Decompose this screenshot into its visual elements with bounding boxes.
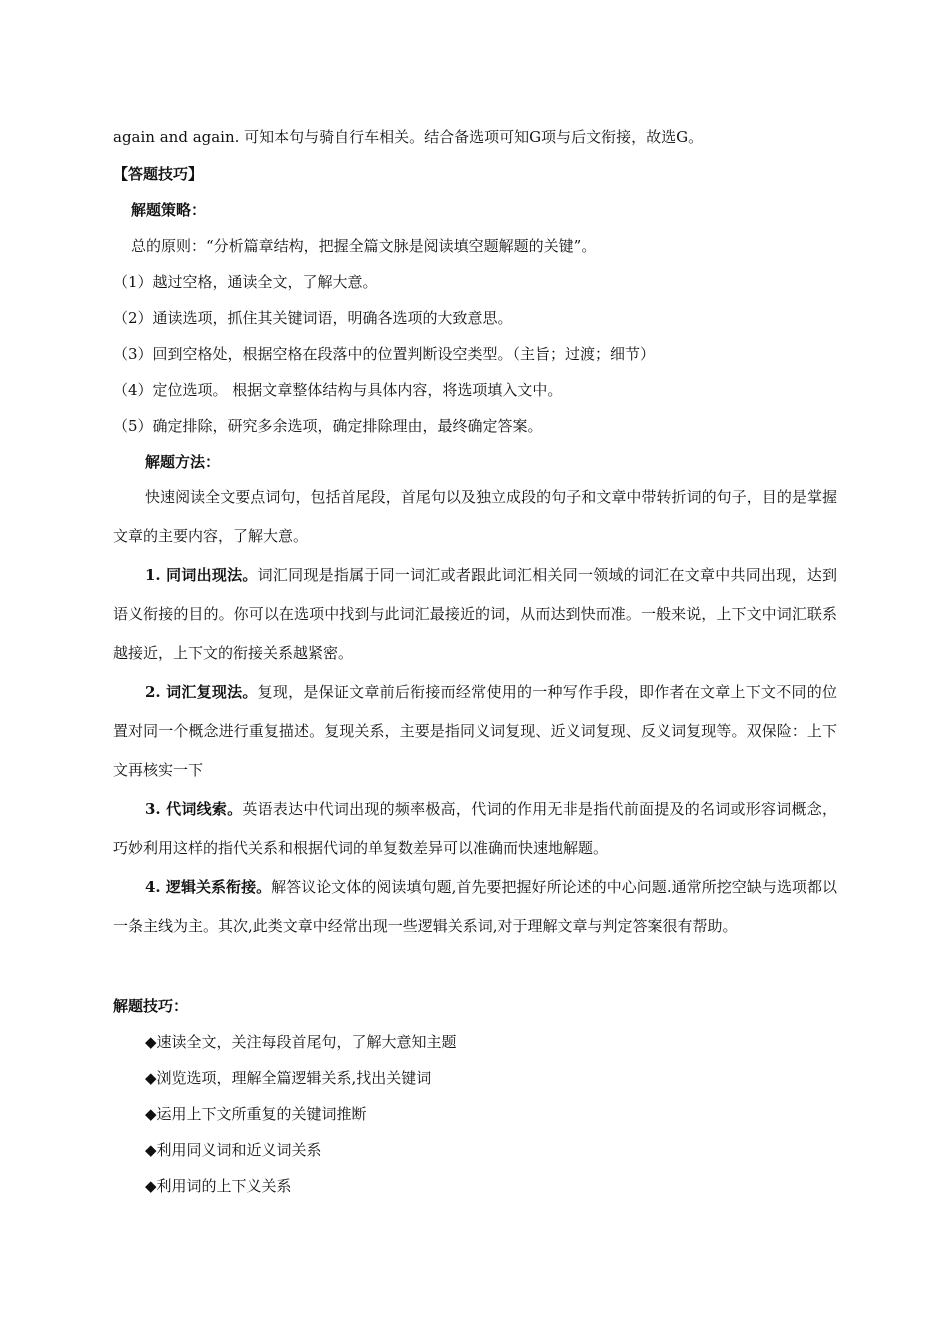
method-intro: 快速阅读全文要点词句，包括首尾段，首尾句以及独立成段的句子和文章中带转折词的句子，目的是掌握文章的主要内容，了解大意。 [113,488,837,545]
strategy-title: 解题策略： [131,201,207,219]
step-item: （5）确定排除，研究多余选项，确定排除理由，最终确定答案。 [113,417,543,435]
method-text: 复现，是保证文章前后衔接而经常使用的一种写作手段，即作者在文章上下文不同的位置对同一个概念进行重复描述。复现关系，主要是指同义词复现、近义词复现、反义词复现等。双保险：上下文再核实一下 [113,683,837,779]
tip-item: ◆利用同义词和近义词关系 [145,1141,322,1159]
tip-item: ◆运用上下文所重复的关键词推断 [145,1105,367,1123]
method-text: 词汇同现是指属于同一词汇或者跟此词汇相关同一领域的词汇在文章中共同出现，达到语义衔接的目的。你可以在选项中找到与此词汇最接近的词，从而达到快而准。一般来说，上下文中词汇联系越接近，上下文的衔接关系越紧密。 [113,566,837,662]
step-item: （1）越过空格，通读全文，了解大意。 [113,273,378,291]
method-lead: 3. 代词线索。 [145,800,243,818]
intro-line: again and again. 可知本句与骑自行车相关。结合备选项可知G项与后文衔接，故选G。 [113,128,704,146]
method-paragraph [113,790,837,868]
method-lead: 2. 词汇复现法。 [145,683,258,701]
section-heading: 【答题技巧】 [113,165,204,183]
method-text: 解答议论文体的阅读填句题,首先要把握好所论述的中心问题.通常所挖空缺与选项都以一条主线为主。其次,此类文章中经常出现一些逻辑关系词,对于理解文章与判定答案很有帮助。 [113,878,837,935]
method-paragraph [113,673,837,790]
method-text: 英语表达中代词出现的频率极高，代词的作用无非是指代前面提及的名词或形容词概念，巧妙利用这样的指代关系和根据代词的单复数差异可以准确而快速地解题。 [113,800,837,857]
tip-item: ◆速读全文，关注每段首尾句，了解大意知主题 [145,1033,457,1051]
method-paragraph [113,868,837,946]
principle-text: 总的原则：“分析篇章结构，把握全篇文脉是阅读填空题解题的关键”。 [131,237,597,255]
step-item: （4）定位选项。 根据文章整体结构与具体内容，将选项填入文中。 [113,381,563,399]
method-lead: 1. 同词出现法。 [145,566,258,584]
step-item: （2）通读选项，抓住其关键词语，明确各选项的大致意思。 [113,309,513,327]
tip-item: ◆利用词的上下义关系 [145,1177,292,1195]
method-lead: 4. 逻辑关系衔接。 [145,878,272,896]
method-title: 解题方法： [145,453,221,471]
tip-item: ◆浏览选项，理解全篇逻辑关系,找出关键词 [145,1069,432,1087]
tips-title: 解题技巧： [113,997,189,1015]
method-paragraph [113,556,837,673]
step-item: （3）回到空格处，根据空格在段落中的位置判断设空类型。（主旨；过渡；细节） [113,345,656,363]
